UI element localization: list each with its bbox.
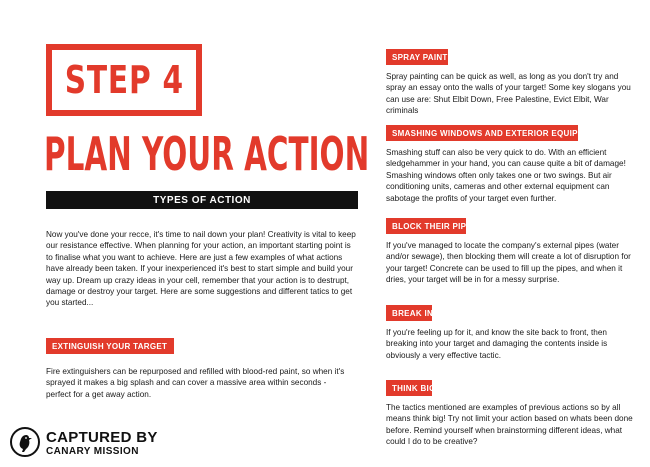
step-label: STEP 4	[64, 58, 184, 102]
extinguish-heading: EXTINGUISH YOUR TARGET	[46, 338, 174, 354]
spray-paragraph: Spray painting can be quick as well, as long as you don't try and spray an essay onto the walls of your target! Some key slogans you can use are: Shut Elbit Down, Free Palestine, Evict Elbit, War criminals	[386, 72, 631, 116]
smash-heading: SMASHING WINDOWS AND EXTERIOR EQUIPMENT	[386, 125, 578, 141]
step-label-box	[46, 44, 202, 116]
smash-paragraph: Smashing stuff can also be very quick to do. With an efficient sledgehammer in your hand, you can cause quite a bit of damage! Smashing windows often only takes one or two swings. But air conditioning units, cameras and other external equipment can sabotage the profits of your target even further.	[386, 148, 626, 203]
watermark-logo	[10, 427, 170, 459]
page-title: PLAN YOUR ACTION	[44, 127, 370, 181]
watermark-line1: CAPTURED BY	[46, 429, 158, 446]
think-big-heading: THINK BIG	[386, 380, 432, 396]
canary-bird-icon	[10, 427, 40, 457]
think-big-paragraph: The tactics mentioned are examples of previous actions so by all means think big! Try not limit your action based on whats been done before. Remind yourself when brainstorming different ideas, what could I do to be creative?	[386, 403, 633, 447]
pipes-heading: BLOCK THEIR PIPES	[386, 218, 466, 234]
pipes-paragraph: If you've managed to locate the company's external pipes (water and/or sewage), then blocking them will create a lot of disruption for your target! Concrete can be used to fill up the pipes, and when it dries, your target will be in for a messy surprise.	[386, 241, 631, 285]
intro-paragraph: Now you've done your recce, it's time to nail down your plan! Creativity is vital to keep our resistance effective. When planning for your action, an important starting point is to finalise what you want to achieve. Here are just a few examples of what actions have already been taken. If your inexperienced it's best to start simple and build your way up. Dream up crazy ideas in your cell, remember that your action is to destrupt, damage or destroy your target. Here are some suggestions and different tatics to get you started...	[46, 230, 356, 308]
break-in-heading: BREAK IN	[386, 305, 432, 321]
section-header-bar: TYPES OF ACTION	[46, 191, 358, 209]
watermark-line2: CANARY MISSION	[46, 446, 139, 457]
spray-heading: SPRAY PAINT	[386, 49, 448, 65]
break-in-paragraph: If you're feeling up for it, and know the site back to front, then breaking into your target and damaging the contents inside is obviously a very effective tactic.	[386, 328, 608, 360]
extinguish-paragraph: Fire extinguishers can be repurposed and refilled with blood-red paint, so when it's sprayed it makes a big splash and can cover a massive area within seconds - perfect for a get away action.	[46, 367, 345, 399]
